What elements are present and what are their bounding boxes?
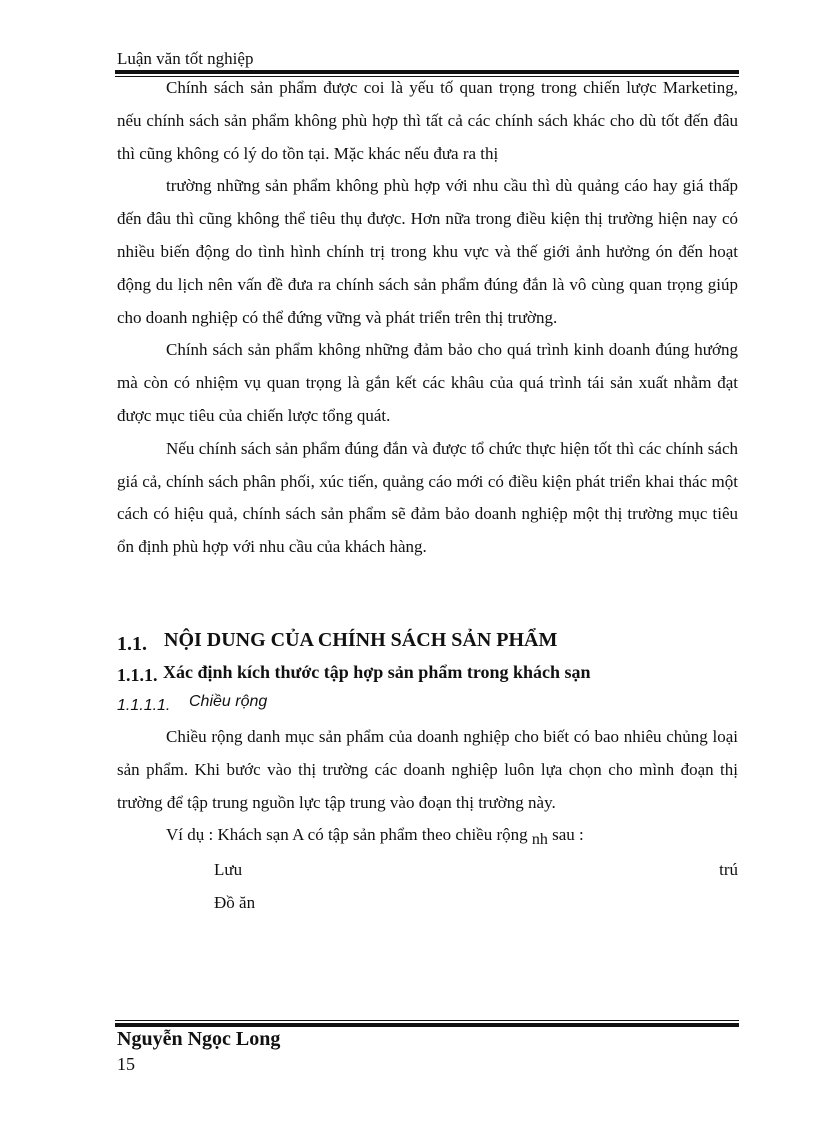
list-item-left: Lưu [214,860,243,880]
example-prefix: Ví dụ : Khách sạn A có tập sản phẩm theo chiều rộng [166,825,528,845]
subsection-title: Xác định kích thước tập hợp sản phẩm trong khách sạn [163,661,591,682]
footer-rule-thin [115,1020,739,1021]
header-title: Luận văn tốt nghiệp [117,49,254,68]
page-body [117,72,738,919]
paragraph-2: trường những sản phẩm không phù hợp với nhu cầu thì dù quảng cáo hay giá thấp đến đâu thì cũng không thể tiêu thụ được. Hơn nữa trong điều kiện thị trường hiện nay có nhiều biến động do tình hình chính trị trong khu vực và thế giới ảnh hưởng ón đến hoạt động du lịch nên vấn đề đưa ra chính sách sản phẩm đúng đắn là vô cùng quan trọng giúp cho doanh nghiệp có thể đứng vững và phát triển trên thị trường. [117,176,738,327]
subsection-heading [117,661,738,691]
subsubsection-heading [117,691,738,721]
spacer [117,564,738,625]
section-title: NỘI DUNG CỦA CHÍNH SÁCH SẢN PHẨM [164,628,558,651]
example-line [117,819,738,853]
example-fragment: nh [531,831,548,849]
subsubsection-number: 1.1.1.1. [117,696,171,714]
list-item-right: trú [719,860,738,880]
subsection-number: 1.1.1. [117,664,158,685]
section-heading [117,625,738,661]
example-suffix: sau : [552,825,584,845]
paragraph-3: Chính sách sản phẩm không những đảm bảo cho quá trình kinh doanh đúng hướng mà còn có nhiệm vụ quan trọng là gắn kết các khâu của quá trình tái sản xuất nhằm đạt được mục tiêu của chiến lược tổng quát. [117,340,738,425]
subsubsection-title: Chiều rộng [189,692,268,710]
section-number: 1.1. [117,632,147,655]
footer-rule-thick [115,1023,739,1027]
paragraph-1: Chính sách sản phẩm được coi là yếu tố quan trọng trong chiến lược Marketing, nếu chính sách sản phẩm không phù hợp thì tất cả các chính sách khác cho dù tốt đến đâu thì cũng không có lý do tồn tại. Mặc khác nếu đưa ra thị [117,78,738,163]
footer-author: Nguyễn Ngọc Long [117,1028,281,1050]
list-item [117,886,738,919]
paragraph-4: Nếu chính sách sản phẩm đúng đắn và được tổ chức thực hiện tốt thì các chính sách giá cả, chính sách phân phối, xúc tiến, quảng cáo mới có điều kiện phát triển khai thác một cách có hiệu quả, chính sách sản phẩm sẽ đảm bảo doanh nghiệp một thị trường mục tiêu ổn định phù hợp với nhu cầu của khách hàng. [117,438,738,557]
page-number: 15 [117,1054,135,1074]
list-item [117,853,738,886]
list-item-left: Đồ ăn [214,893,256,913]
body-paragraph: Chiều rộng danh mục sản phẩm của doanh nghiệp cho biết có bao nhiêu chủng loại sản phẩm. Khi bước vào thị trường các doanh nghiệp luôn lựa chọn cho mình đoạn thị trường để tập trung nguồn lực tập trung vào đoạn thị trường này. [117,726,738,812]
